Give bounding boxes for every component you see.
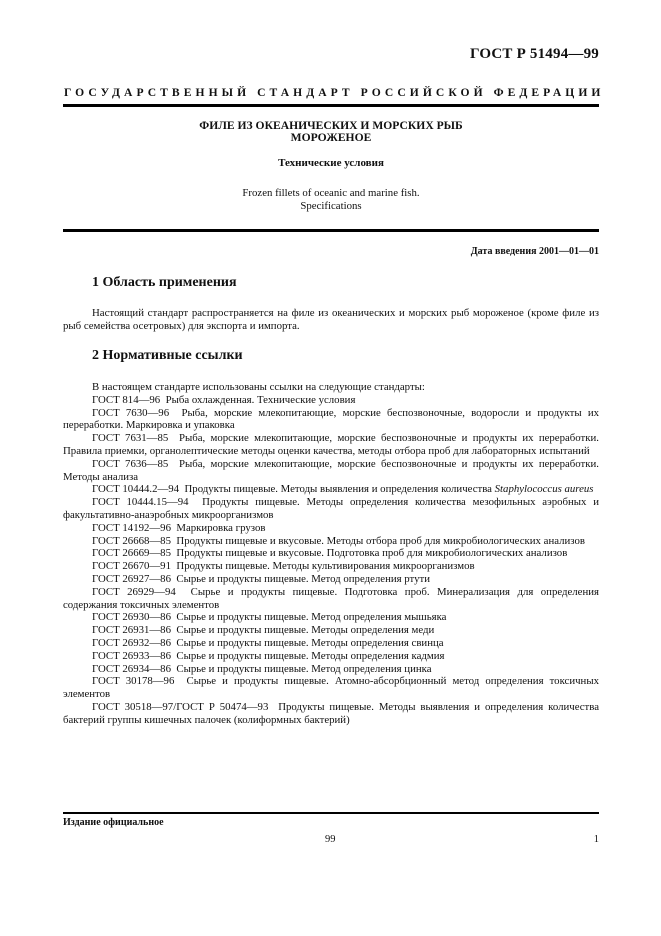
reference-item [63,407,599,433]
reference-title: Продукты пищевые. Методы определения количества мезофильных аэробных и факультативно-анаэробных микроорганизмов [63,496,599,521]
top-rule-divider [63,104,599,107]
reference-title: Сырье и продукты пищевые. Атомно-абсорбционный метод определения токсичных элементов [63,675,599,701]
section-1-heading: 1 Область применения [92,275,237,290]
sheet-number: 1 [593,834,599,845]
reference-code: ГОСТ 26668—85 [92,534,171,547]
reference-code: ГОСТ 26931—86 [92,624,171,637]
reference-code: ГОСТ 30178—96 [92,675,175,688]
reference-title: Рыба, морские млекопитающие, морские беспозвоночные и продукты их переработки. Методы анализа [63,457,599,483]
reference-italic-term: Staphylococcus aureus [494,483,594,496]
reference-item [63,522,599,535]
reference-title: Продукты пищевые и вкусовые. Методы отбора проб для микробиологических анализов [176,534,585,547]
reference-code: ГОСТ 7636—85 [92,457,169,470]
reference-title: Продукты пищевые. Методы культивирования микроорганизмов [176,560,475,573]
reference-item [63,560,599,573]
references-list [63,381,599,727]
reference-title: Сырье и продукты пищевые. Метод определения цинка [176,662,432,675]
title-rule-divider [63,229,599,232]
reference-code: ГОСТ 7630—96 [92,406,170,419]
reference-code: ГОСТ 26932—86 [92,636,171,649]
reference-title: Сырье и продукты пищевые. Методы определения кадмия [176,649,445,662]
introduction-date: Дата введения 2001—01—01 [470,246,599,257]
reference-item [63,650,599,663]
reference-item [63,637,599,650]
reference-item [63,432,599,458]
reference-code: ГОСТ 30518—97/ГОСТ Р 50474—93 [92,700,269,713]
reference-title: Рыба, морские млекопитающие, морские беспозвоночные, водоросли и продукты их переработки. Маркировка и упаковка [63,406,599,432]
reference-code: ГОСТ 26929—94 [92,585,176,598]
reference-title: Продукты пищевые. Методы выявления и определения количества бактерий группы кишечных палочек (колиформных бактерий) [63,700,600,726]
reference-title: Рыба охлажденная. Технические условия [165,393,356,406]
section-1-text [63,307,599,333]
reference-title: Сырье и продукты пищевые. Подготовка проб. Минерализация для определения содержания токсичных элементов [63,585,599,611]
official-edition-label: Издание официальное [63,817,164,828]
document-subtitle: Технические условия [278,157,384,169]
reference-item [63,611,599,624]
reference-item [63,624,599,637]
reference-item [63,573,599,586]
reference-item [63,483,599,496]
reference-title: Продукты пищевые и вкусовые. Подготовка проб для микробиологических анализов [176,547,568,560]
reference-title: Сырье и продукты пищевые. Метод определения мышьяка [176,611,447,624]
title-line-2: МОРОЖЕНОЕ [290,131,372,144]
section-2-heading: 2 Нормативные ссылки [92,348,243,363]
references-intro: В настоящем стандарте использованы ссылки на следующие стандарты: [92,381,425,393]
document-title [63,120,599,144]
reference-code: ГОСТ 26934—86 [92,662,171,675]
reference-item [63,394,599,407]
reference-item [63,586,599,612]
reference-item [63,535,599,548]
reference-title: Рыба, морские млекопитающие, морские беспозвоночные и продукты их переработки. Правила приемки, органолептические методы оценки качества, методы отбора проб для лабораторных испытаний [63,432,599,457]
document-code: ГОСТ Р 51494—99 [469,46,599,62]
reference-item [63,496,599,522]
english-title [63,187,599,213]
page-number: 99 [325,834,336,845]
reference-item [63,458,599,484]
section-1-paragraph: Настоящий стандарт распространяется на филе из океанических и морских рыб мороженое (кроме филе из рыб семейства осетровых) для экспорта и импорта. [63,307,599,332]
reference-item [63,663,599,676]
reference-title: Сырье и продукты пищевые. Методы определения меди [176,624,435,637]
title-line-1: ФИЛЕ ИЗ ОКЕАНИЧЕСКИХ И МОРСКИХ РЫБ [199,119,463,132]
reference-code: ГОСТ 814—96 [92,393,161,406]
reference-item [63,701,599,727]
reference-code: ГОСТ 10444.15—94 [92,496,189,509]
reference-code: ГОСТ 26933—86 [92,649,171,662]
reference-code: ГОСТ 26930—86 [92,611,171,624]
reference-title: Маркировка грузов [176,521,266,534]
reference-code: ГОСТ 14192—96 [92,521,171,534]
reference-code: ГОСТ 10444.2—94 [92,483,180,496]
reference-code: ГОСТ 26669—85 [92,547,171,560]
english-title-line-2: Specifications [300,200,362,212]
reference-title: Продукты пищевые. Методы выявления и определения количества [184,483,492,496]
reference-title: Сырье и продукты пищевые. Методы определения свинца [176,636,444,649]
reference-code: ГОСТ 7631—85 [92,432,169,445]
english-title-line-1: Frozen fillets of oceanic and marine fish. [242,187,420,199]
reference-code: ГОСТ 26670—91 [92,560,171,573]
reference-title: Сырье и продукты пищевые. Метод определения ртути [176,572,431,585]
footer-rule-divider [63,812,599,814]
reference-item [63,547,599,560]
reference-code: ГОСТ 26927—86 [92,572,171,585]
state-standard-title: ГОСУДАРСТВЕННЫЙ СТАНДАРТ РОССИЙСКОЙ ФЕДЕРАЦИИ [64,86,605,99]
reference-item [63,675,599,701]
